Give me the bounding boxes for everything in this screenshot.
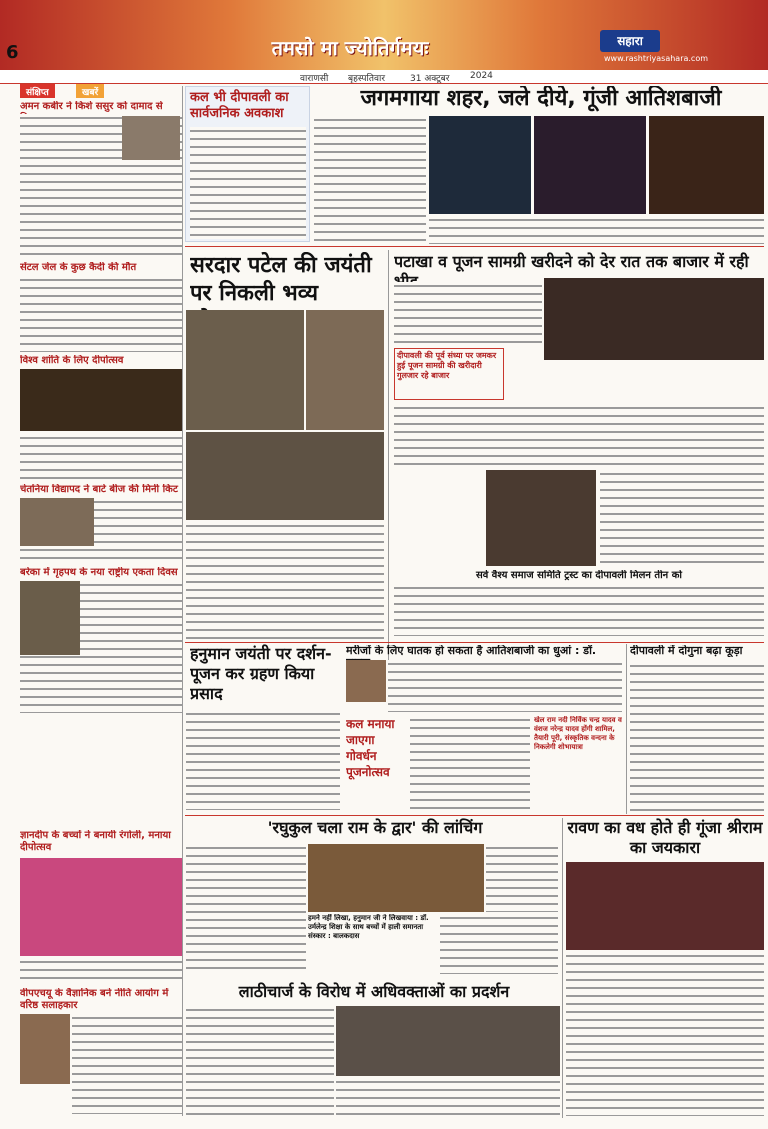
column-divider-3 [626,644,627,814]
market-body-3 [600,470,764,566]
lathi-headline: लाठीचार्ज के विरोध में अधिवक्ताओं का प्रदर्शन [238,982,510,1001]
brief-body-3 [20,434,182,482]
samaj-headline: सर्व वैश्य समाज समिति ट्रस्ट का दीपावली मिलन तीन को [476,570,682,581]
brief-photo-1 [122,116,180,160]
govardhan-quote: खेल राम नदी निर्विक चन्द्र यादव व वंशज नरेन्द्र यादव होंगी शामिल, तैयारी पूरी, संस्कृतिक वन्दना के निकलेगी शोभायात्रा [534,716,622,751]
lead-photo-2 [534,116,646,214]
market-body-2 [394,404,764,468]
dateline-city: वाराणसी [300,74,329,84]
market-photo-2 [486,470,596,566]
masthead-title: तमसो मा ज्योतिर्गमयः [271,36,429,60]
raghukul-body-2 [440,914,558,974]
hanuman-headline: हनुमान जयंती पर दर्शन-पूजन कर ग्रहण किया प्रसाद [190,644,332,703]
brief-body-2 [20,276,182,352]
dateline-day: बृहस्पतिवार [348,74,386,84]
raghukul-body-3 [486,844,558,912]
lead-headline: जगमगाया शहर, जले दीये, गूंजी आतिशबाजी [360,86,722,111]
brief-body-6 [20,958,182,984]
samaj-body [394,584,764,636]
section-rule [185,246,764,247]
briefs-tag-secondary: खबरें [76,84,104,98]
doctor-headline: मरीजों के लिए घातक हो सकता है आतिशबाजी का धुआं : डॉ. [346,645,597,657]
waste-headline: दीपावली में दोगुना बढ़ा कूड़ा [630,645,743,657]
lathi-body-1 [186,1006,334,1116]
brief-headline-3: विश्व शांति के लिए दीपोत्सव [20,355,124,366]
brief-photo-4 [20,498,94,546]
briefs-tag: संक्षिप्त [20,84,55,98]
raghukul-headline: 'रघुकुल चला राम के द्वार' की लांचिंग [267,818,483,837]
holiday-body [190,127,306,239]
brief-headline-4: चेतनिया विद्यापद ने बाटे बीज की मिनी किट [20,484,178,495]
dateline-year: 2024 [470,71,493,81]
page-number: 6 [6,42,19,63]
hanuman-body [186,710,340,810]
ravan-body [566,952,764,1116]
ravan-headline: रावण का वध होते ही गूंजा श्रीराम का जयकारा [567,818,763,857]
brief-photo-5 [20,581,80,655]
rangoli-photo [20,858,182,956]
patel-headline: सरदार पटेल की जयंती पर निकली भव्य [190,253,372,306]
holiday-headline: कल भी दीपावली का सार्वजनिक अवकाश [190,90,289,121]
patel-photo-1 [186,310,304,430]
waste-body [630,662,764,812]
raghukul-body-1 [186,844,306,974]
section-rule-2 [185,642,764,643]
diya-photo [20,369,182,431]
scientist-photo [20,1014,70,1084]
market-pull-quote: दीपावली की पूर्व संध्या पर जमकर हुई पूजन सामग्री की खरीदारी गुलजार रहे बाजार [394,348,504,400]
section-rule-3 [185,815,764,816]
doctor-body [388,660,622,712]
patel-photo-3 [186,432,384,520]
brief-body-7 [72,1014,182,1114]
holiday-box [185,86,310,242]
column-divider-4 [562,818,563,1118]
govardhan-side-headline: कल मनाया जाएगा गोवर्धन पूजनोत्सव [346,717,395,779]
lead-photo-1 [429,116,531,214]
market-body-1 [394,282,542,346]
lead-body-1 [314,116,426,244]
masthead [0,0,768,70]
doctor-photo [346,660,386,702]
market-headline: पटाखा व पूजन सामग्री खरीदने को देर रात तक बाजार में रही [394,252,749,271]
raghukul-photo [308,844,484,912]
raghukul-caption: हमने नहीं लिखा, हनुमान जी ने लिखवाया : डॉ. उर्मलेन्द्र शिक्षा के साथ बच्चों में हाली समानता संस्कार : बालकदास [308,914,429,940]
column-divider-2 [388,250,389,670]
brief-headline-2: सेंटल जेल के कुछ कैदी की मौत [20,262,137,273]
govardhan-body [410,716,530,812]
lathi-body-2 [336,1078,560,1116]
brief-headline-6: ज्ञानदीप के बच्चों ने बनायी रंगोली, मनाया दीपोत्सव [20,830,171,853]
brief-headline-7: वीपएचयू के वैज्ञानिक बने नीति आयोग में वरिष्ठ सलाहकार [20,988,169,1011]
dateline-date: 31 अक्टूबर [410,74,450,84]
sahara-logo: सहारा [600,30,660,52]
patel-body [186,522,384,640]
lathi-photo [336,1006,560,1076]
website-url: www.rashtriyasahara.com [604,54,709,63]
brief-headline-1: अमन कबीर ने किशे ससुर को दामाद से [20,101,163,112]
dateline [0,70,768,84]
column-divider [182,86,183,1116]
ravan-photo [566,862,764,950]
market-photo-1 [544,278,764,360]
brief-headline-5: बरेका में गृहपथ के नया राष्ट्रीय एकता दिवस [20,567,178,578]
lead-body-2 [429,216,764,244]
patel-photo-2 [306,310,384,430]
lead-photo-3 [649,116,764,214]
